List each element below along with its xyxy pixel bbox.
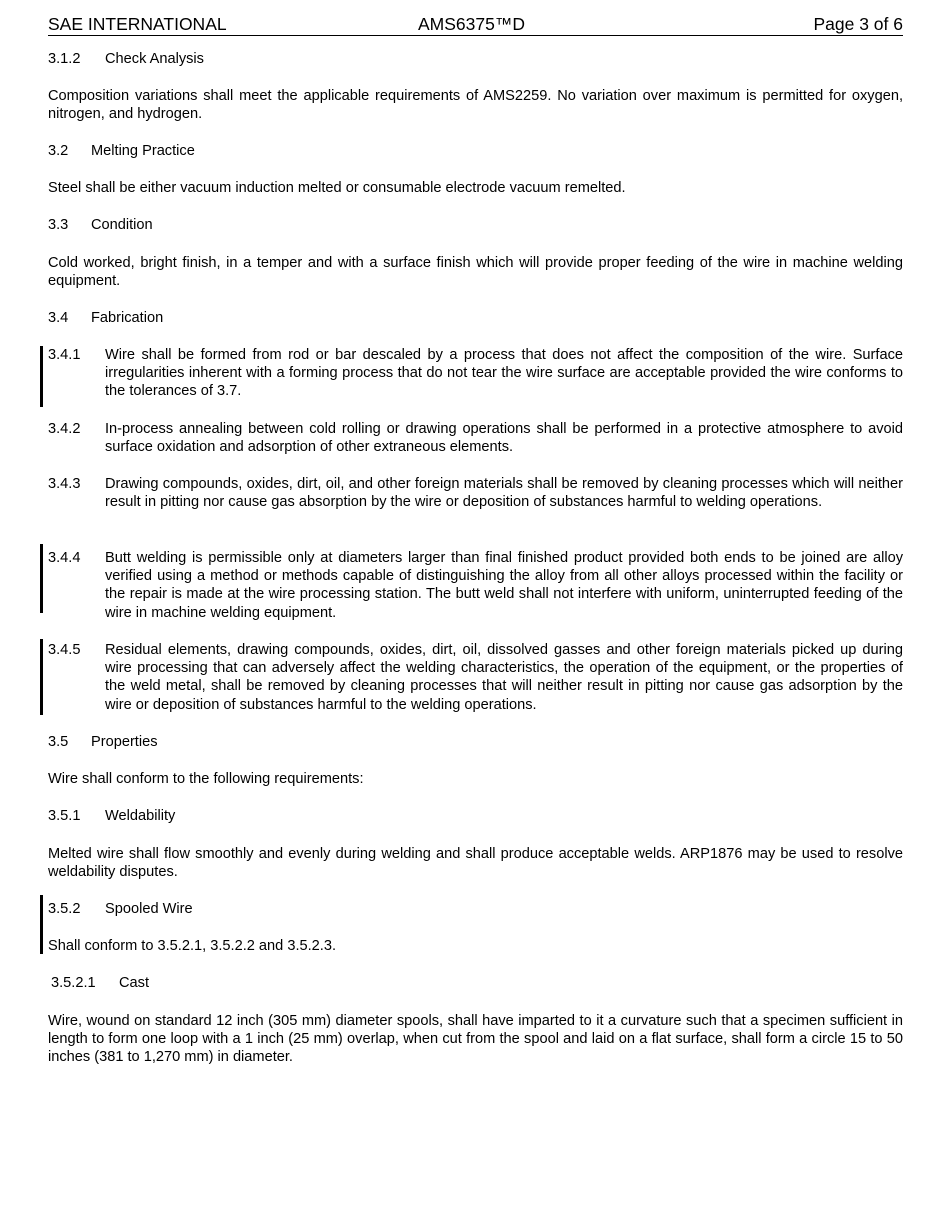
item-3-4-4 bbox=[48, 549, 903, 622]
paragraph-3-1-2: Composition variations shall meet the applicable requirements of AMS2259. No variation over maximum is permitted for oxygen, nitrogen, and hydrogen. bbox=[48, 88, 903, 123]
item-number: 3.4.2 bbox=[48, 421, 81, 437]
item-number: 3.4.5 bbox=[48, 642, 81, 658]
heading-3-5 bbox=[48, 733, 903, 751]
heading-3-1-2 bbox=[48, 50, 903, 68]
section-title: Spooled Wire bbox=[105, 901, 193, 917]
heading-3-4 bbox=[48, 309, 903, 327]
paragraph-3-5: Wire shall conform to the following requirements: bbox=[48, 771, 364, 787]
section-title: Properties bbox=[91, 734, 158, 750]
heading-3-5-2-1 bbox=[51, 974, 906, 992]
header-document-number: AMS6375™D bbox=[418, 14, 525, 34]
item-text: Butt welding is permissible only at diameters larger than final finished product provided both ends to be joined are alloy verified using a method or methods capable of distinguishing the alloy from all other alloys processed within the facility or the repair is made at the wire processing station. The butt weld shall not interfere with uniform, uninterrupted feeding of the wire in machine welding equipment. bbox=[105, 550, 903, 621]
item-text: In-process annealing between cold rolling or drawing operations shall be performed in a protective atmosphere to avoid surface oxidation and adsorption of other extraneous elements. bbox=[105, 421, 903, 456]
paragraph-3-5-2: Shall conform to 3.5.2.1, 3.5.2.2 and 3.5.2.3. bbox=[48, 938, 337, 954]
section-number: 3.1.2 bbox=[48, 51, 81, 67]
section-number: 3.5.1 bbox=[48, 808, 81, 824]
item-3-4-2 bbox=[48, 420, 903, 456]
section-number: 3.5.2.1 bbox=[51, 975, 96, 991]
section-title: Cast bbox=[119, 975, 150, 991]
change-bar bbox=[40, 895, 43, 954]
section-title: Check Analysis bbox=[105, 51, 204, 67]
section-number: 3.3 bbox=[48, 217, 69, 233]
section-number: 3.5 bbox=[48, 734, 69, 750]
section-number: 3.2 bbox=[48, 143, 69, 159]
item-number: 3.4.3 bbox=[48, 476, 81, 492]
change-bar bbox=[40, 639, 43, 715]
section-title: Weldability bbox=[105, 808, 176, 824]
heading-3-5-2 bbox=[48, 900, 903, 918]
section-number: 3.5.2 bbox=[48, 901, 81, 917]
paragraph-3-3: Cold worked, bright finish, in a temper and with a surface finish which will provide proper feeding of the wire in machine welding equipment. bbox=[48, 255, 903, 290]
paragraph-3-2: Steel shall be either vacuum induction melted or consumable electrode vacuum remelted. bbox=[48, 180, 626, 196]
heading-3-5-1 bbox=[48, 807, 903, 825]
header-page-number: Page 3 of 6 bbox=[813, 14, 903, 34]
section-title: Melting Practice bbox=[91, 143, 195, 159]
section-number: 3.4 bbox=[48, 310, 69, 326]
item-text: Residual elements, drawing compounds, oxides, dirt, oil, dissolved gasses and other foreign materials picked up during wire processing that can adversely affect the welding characteristics, the operation of the equipment, or the properties of the weld metal, shall be removed by cleaning processes that will neither result in pitting nor cause gas adsorption by the wire or deposition of substances harmful to the welding operations. bbox=[105, 642, 903, 713]
item-number: 3.4.1 bbox=[48, 347, 81, 363]
change-bar bbox=[40, 544, 43, 613]
item-3-4-1 bbox=[48, 346, 903, 401]
item-text: Drawing compounds, oxides, dirt, oil, and other foreign materials shall be removed by cleaning processes which will neither result in pitting nor cause gas absorption by the wire or deposition of substances harmful to welding operations. bbox=[105, 476, 903, 511]
item-3-4-3 bbox=[48, 475, 903, 511]
item-text: Wire shall be formed from rod or bar descaled by a process that does not affect the composition of the wire. Surface irregularities inherent with a forming process that do not tear the wire surface are acceptable provided the wire conforms to the tolerances of 3.7. bbox=[105, 347, 903, 400]
heading-3-2 bbox=[48, 142, 903, 160]
heading-3-3 bbox=[48, 216, 903, 234]
item-number: 3.4.4 bbox=[48, 550, 81, 566]
section-title: Fabrication bbox=[91, 310, 164, 326]
paragraph-3-5-2-1: Wire, wound on standard 12 inch (305 mm) diameter spools, shall have imparted to it a curvature such that a specimen sufficient in length to form one loop with a 1 inch (25 mm) overlap, when cut from the spool and laid on a flat surface, shall form a circle 15 to 50 inches (381 to 1,270 mm) in diameter. bbox=[48, 1013, 903, 1066]
header-organization: SAE INTERNATIONAL bbox=[48, 14, 227, 34]
paragraph-3-5-1: Melted wire shall flow smoothly and evenly during welding and shall produce acceptable welds. ARP1876 may be used to resolve weldability disputes. bbox=[48, 846, 903, 881]
page-header bbox=[48, 13, 903, 36]
change-bar bbox=[40, 346, 43, 407]
item-3-4-5 bbox=[48, 641, 903, 714]
section-title: Condition bbox=[91, 217, 153, 233]
